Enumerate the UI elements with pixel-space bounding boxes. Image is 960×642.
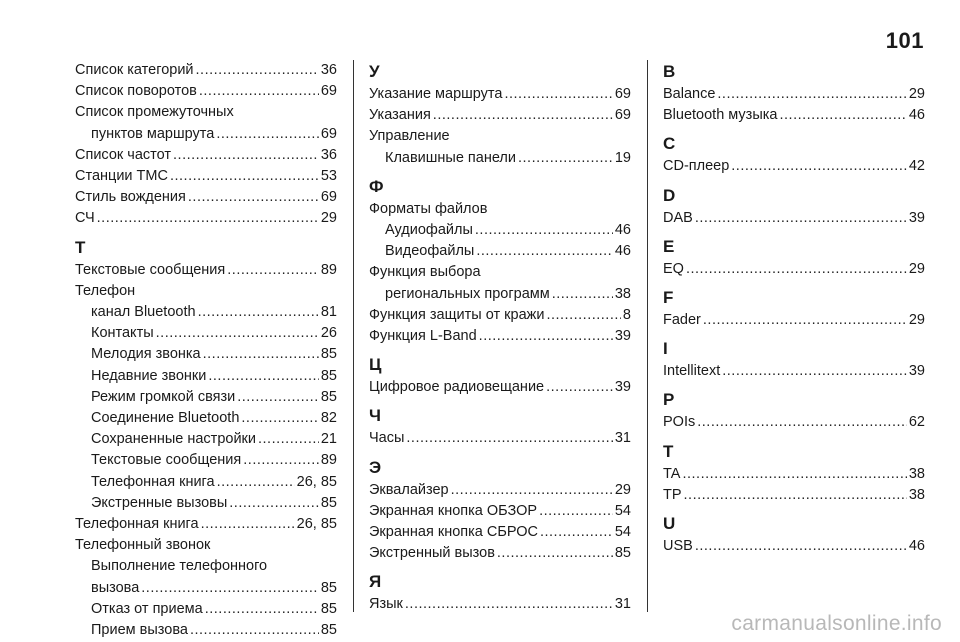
entry-label: Клавишные панели bbox=[385, 149, 516, 166]
index-entry bbox=[75, 344, 337, 365]
index-entry bbox=[369, 220, 631, 241]
leader-dots bbox=[405, 594, 613, 615]
section-letter: U bbox=[663, 514, 676, 534]
leader-dots bbox=[205, 599, 319, 620]
index-entry bbox=[75, 578, 337, 599]
leader-dots bbox=[217, 472, 295, 493]
entry-label: Экранная кнопка ОБЗОР bbox=[369, 502, 538, 519]
index-entry bbox=[75, 166, 337, 187]
leader-dots bbox=[479, 326, 613, 347]
entry-label: Режим громкой связи bbox=[91, 388, 236, 405]
leader-dots bbox=[433, 105, 613, 126]
leader-dots bbox=[475, 220, 613, 241]
entry-label: USB bbox=[663, 538, 693, 555]
index-heading: Форматы файлов bbox=[369, 200, 488, 217]
leader-dots bbox=[451, 480, 613, 501]
entry-label: Функция защиты от кражи bbox=[369, 306, 545, 323]
entry-page-ref: 54 bbox=[614, 502, 631, 519]
leader-dots bbox=[686, 259, 907, 280]
entry-page-ref: 38 bbox=[908, 465, 925, 482]
entry-label: Контакты bbox=[91, 325, 154, 342]
index-entry bbox=[663, 310, 925, 331]
column-divider bbox=[353, 60, 354, 612]
entry-label: Сохраненные настройки bbox=[91, 431, 256, 448]
entry-page-ref: 62 bbox=[908, 414, 925, 431]
leader-dots bbox=[141, 578, 319, 599]
leader-dots bbox=[539, 501, 613, 522]
index-entry bbox=[663, 536, 925, 557]
entry-label: Указания bbox=[369, 107, 431, 124]
watermark: carmanualsonline.info bbox=[731, 612, 942, 635]
leader-dots bbox=[156, 323, 319, 344]
entry-label: Экстренный вызов bbox=[369, 545, 495, 562]
index-entry bbox=[663, 84, 925, 105]
index-entry bbox=[663, 105, 925, 126]
section-letter: C bbox=[663, 134, 676, 154]
entry-label: EQ bbox=[663, 260, 684, 277]
entry-page-ref: 85 bbox=[614, 545, 631, 562]
entry-page-ref: 85 bbox=[320, 388, 337, 405]
leader-dots bbox=[406, 428, 612, 449]
index-heading: Телефон bbox=[75, 282, 136, 299]
index-entry bbox=[663, 485, 925, 506]
leader-dots bbox=[546, 377, 613, 398]
index-entry bbox=[75, 514, 337, 535]
leader-dots bbox=[717, 84, 906, 105]
entry-label: региональных программ bbox=[385, 285, 550, 302]
entry-page-ref: 46 bbox=[908, 538, 925, 555]
entry-label: Недавние звонки bbox=[91, 367, 207, 384]
entry-label: Соединение Bluetooth bbox=[91, 410, 240, 427]
entry-label: Эквалайзер bbox=[369, 481, 449, 498]
entry-page-ref: 69 bbox=[320, 125, 337, 142]
leader-dots bbox=[476, 241, 613, 262]
index-entry bbox=[369, 428, 631, 449]
entry-label: TA bbox=[663, 465, 681, 482]
section-letter: E bbox=[663, 236, 675, 256]
entry-label: DAB bbox=[663, 209, 693, 226]
section-letter: Т bbox=[75, 237, 86, 257]
index-entry bbox=[75, 81, 337, 102]
entry-page-ref: 8 bbox=[622, 306, 631, 323]
entry-page-ref: 69 bbox=[320, 189, 337, 206]
section-letter: B bbox=[663, 62, 676, 81]
index-column-1 bbox=[75, 60, 337, 641]
leader-dots bbox=[243, 450, 319, 471]
index-entry bbox=[75, 260, 337, 281]
section-letter: Ч bbox=[369, 406, 381, 426]
entry-page-ref: 39 bbox=[908, 363, 925, 380]
entry-page-ref: 82 bbox=[320, 410, 337, 427]
entry-page-ref: 42 bbox=[908, 158, 925, 175]
leader-dots bbox=[196, 60, 319, 81]
entry-page-ref: 31 bbox=[614, 596, 631, 613]
entry-label: TP bbox=[663, 486, 682, 503]
leader-dots bbox=[695, 208, 907, 229]
index-heading: Управление bbox=[369, 128, 450, 145]
entry-label: Отказ от приема bbox=[91, 600, 203, 617]
entry-label: Список поворотов bbox=[75, 83, 197, 100]
entry-label: Список категорий bbox=[75, 62, 194, 78]
entry-label: вызова bbox=[91, 579, 140, 596]
index-heading: Функция выбора bbox=[369, 264, 481, 281]
leader-dots bbox=[227, 260, 319, 281]
index-entry bbox=[75, 208, 337, 229]
leader-dots bbox=[237, 387, 319, 408]
index-entry bbox=[663, 412, 925, 433]
entry-page-ref: 36 bbox=[320, 62, 337, 78]
leader-dots bbox=[199, 81, 319, 102]
leader-dots bbox=[208, 366, 319, 387]
page-number: 101 bbox=[885, 28, 924, 53]
index-entry bbox=[75, 302, 337, 323]
leader-dots bbox=[504, 84, 612, 105]
entry-page-ref: 85 bbox=[320, 494, 337, 511]
entry-page-ref: 29 bbox=[908, 86, 925, 102]
entry-page-ref: 85 bbox=[320, 622, 337, 639]
entry-page-ref: 85 bbox=[320, 346, 337, 363]
entry-page-ref: 36 bbox=[320, 146, 337, 163]
leader-dots bbox=[703, 310, 907, 331]
index-column-3 bbox=[663, 60, 925, 557]
entry-label: Язык bbox=[369, 596, 403, 613]
entry-page-ref: 39 bbox=[614, 379, 631, 396]
entry-page-ref: 29 bbox=[908, 312, 925, 329]
leader-dots bbox=[697, 412, 907, 433]
entry-label: CD-плеер bbox=[663, 158, 730, 175]
leader-dots bbox=[229, 493, 319, 514]
index-entry bbox=[75, 366, 337, 387]
entry-page-ref: 19 bbox=[614, 149, 631, 166]
entry-label: Прием вызова bbox=[91, 622, 188, 639]
entry-page-ref: 53 bbox=[320, 168, 337, 185]
leader-dots bbox=[97, 208, 319, 229]
index-entry bbox=[75, 387, 337, 408]
index-entry bbox=[75, 323, 337, 344]
leader-dots bbox=[241, 408, 318, 429]
entry-label: Телефонная книга bbox=[75, 516, 199, 533]
entry-label: Экстренные вызовы bbox=[91, 494, 228, 511]
index-entry bbox=[75, 429, 337, 450]
leader-dots bbox=[170, 166, 319, 187]
index-entry bbox=[75, 620, 337, 641]
entry-label: Указание маршрута bbox=[369, 86, 503, 102]
leader-dots bbox=[684, 485, 907, 506]
entry-label: Функция L-Band bbox=[369, 328, 477, 345]
index-entry bbox=[663, 464, 925, 485]
entry-label: Bluetooth музыка bbox=[663, 107, 778, 124]
index-entry bbox=[663, 259, 925, 280]
entry-label: Стиль вождения bbox=[75, 189, 186, 206]
index-entry bbox=[369, 522, 631, 543]
entry-label: Станции TMC bbox=[75, 168, 168, 185]
entry-page-ref: 89 bbox=[320, 261, 337, 278]
entry-label: Текстовые сообщения bbox=[91, 452, 242, 469]
entry-label: СЧ bbox=[75, 210, 95, 227]
entry-page-ref: 81 bbox=[320, 304, 337, 321]
index-entry bbox=[663, 156, 925, 177]
index-entry bbox=[663, 208, 925, 229]
entry-label: POIs bbox=[663, 414, 696, 431]
index-entry bbox=[75, 145, 337, 166]
entry-page-ref: 26, 85 bbox=[296, 473, 337, 490]
index-entry bbox=[369, 377, 631, 398]
index-entry bbox=[369, 501, 631, 522]
entry-page-ref: 69 bbox=[320, 83, 337, 100]
index-entry bbox=[663, 361, 925, 382]
index-entry bbox=[75, 472, 337, 493]
entry-label: Balance bbox=[663, 86, 716, 102]
entry-page-ref: 54 bbox=[614, 524, 631, 541]
entry-page-ref: 38 bbox=[614, 285, 631, 302]
leader-dots bbox=[188, 187, 319, 208]
entry-label: Видеофайлы bbox=[385, 243, 475, 260]
entry-label: Fader bbox=[663, 312, 701, 329]
leader-dots bbox=[173, 145, 319, 166]
section-letter: I bbox=[663, 339, 668, 359]
entry-page-ref: 26 bbox=[320, 325, 337, 342]
entry-page-ref: 21 bbox=[320, 431, 337, 448]
entry-page-ref: 29 bbox=[614, 481, 631, 498]
index-entry bbox=[75, 187, 337, 208]
leader-dots bbox=[497, 543, 613, 564]
entry-label: Телефонная книга bbox=[91, 473, 215, 490]
leader-dots bbox=[731, 156, 907, 177]
entry-page-ref: 89 bbox=[320, 452, 337, 469]
index-entry bbox=[369, 84, 631, 105]
entry-page-ref: 39 bbox=[908, 209, 925, 226]
entry-label: канал Bluetooth bbox=[91, 304, 196, 321]
entry-page-ref: 39 bbox=[614, 328, 631, 345]
entry-label: Intellitext bbox=[663, 363, 721, 380]
index-entry bbox=[75, 450, 337, 471]
index-entry bbox=[369, 305, 631, 326]
index-entry bbox=[75, 493, 337, 514]
entry-label: Список частот bbox=[75, 146, 172, 163]
index-entry bbox=[369, 148, 631, 169]
entry-label: пунктов маршрута bbox=[91, 125, 215, 142]
entry-label: Аудиофайлы bbox=[385, 222, 473, 239]
section-letter: Ф bbox=[369, 176, 384, 196]
leader-dots bbox=[198, 302, 319, 323]
leader-dots bbox=[201, 514, 295, 535]
entry-label: Экранная кнопка СБРОС bbox=[369, 524, 538, 541]
index-entry bbox=[75, 408, 337, 429]
entry-label: Текстовые сообщения bbox=[75, 261, 226, 278]
leader-dots bbox=[682, 464, 906, 485]
section-letter: F bbox=[663, 288, 674, 308]
index-entry bbox=[369, 241, 631, 262]
entry-label: Мелодия звонка bbox=[91, 346, 201, 363]
entry-page-ref: 69 bbox=[614, 86, 631, 102]
section-letter: Э bbox=[369, 457, 382, 477]
entry-page-ref: 29 bbox=[908, 260, 925, 277]
entry-label: Часы bbox=[369, 430, 405, 447]
entry-label: Цифровое радиовещание bbox=[369, 379, 545, 396]
leader-dots bbox=[540, 522, 613, 543]
index-entry bbox=[369, 543, 631, 564]
entry-page-ref: 46 bbox=[614, 222, 631, 239]
index-entry bbox=[75, 124, 337, 145]
index-entry bbox=[369, 105, 631, 126]
index-entry bbox=[75, 60, 337, 81]
section-letter: У bbox=[369, 62, 380, 81]
leader-dots bbox=[518, 148, 613, 169]
entry-page-ref: 29 bbox=[320, 210, 337, 227]
entry-page-ref: 38 bbox=[908, 486, 925, 503]
entry-page-ref: 69 bbox=[614, 107, 631, 124]
entry-page-ref: 46 bbox=[908, 107, 925, 124]
leader-dots bbox=[552, 284, 613, 305]
index-heading: Выполнение телефонного bbox=[91, 558, 268, 575]
entry-page-ref: 26, 85 bbox=[296, 516, 337, 533]
index-heading: Список промежуточных bbox=[75, 104, 234, 121]
entry-page-ref: 31 bbox=[614, 430, 631, 447]
leader-dots bbox=[216, 124, 319, 145]
leader-dots bbox=[258, 429, 319, 450]
leader-dots bbox=[546, 305, 620, 326]
index-entry bbox=[369, 594, 631, 615]
entry-page-ref: 85 bbox=[320, 579, 337, 596]
leader-dots bbox=[203, 344, 319, 365]
section-letter: P bbox=[663, 390, 675, 410]
section-letter: Я bbox=[369, 572, 382, 592]
column-divider bbox=[647, 60, 648, 612]
leader-dots bbox=[779, 105, 906, 126]
leader-dots bbox=[722, 361, 907, 382]
index-column-2 bbox=[369, 60, 631, 616]
index-entry bbox=[369, 480, 631, 501]
entry-page-ref: 46 bbox=[614, 243, 631, 260]
leader-dots bbox=[695, 536, 907, 557]
index-entry bbox=[369, 284, 631, 305]
section-letter: D bbox=[663, 185, 676, 205]
leader-dots bbox=[190, 620, 319, 641]
entry-page-ref: 85 bbox=[320, 600, 337, 617]
index-heading: Телефонный звонок bbox=[75, 537, 211, 554]
section-letter: T bbox=[663, 441, 674, 461]
section-letter: Ц bbox=[369, 355, 382, 375]
index-entry bbox=[369, 326, 631, 347]
index-entry bbox=[75, 599, 337, 620]
entry-page-ref: 85 bbox=[320, 367, 337, 384]
